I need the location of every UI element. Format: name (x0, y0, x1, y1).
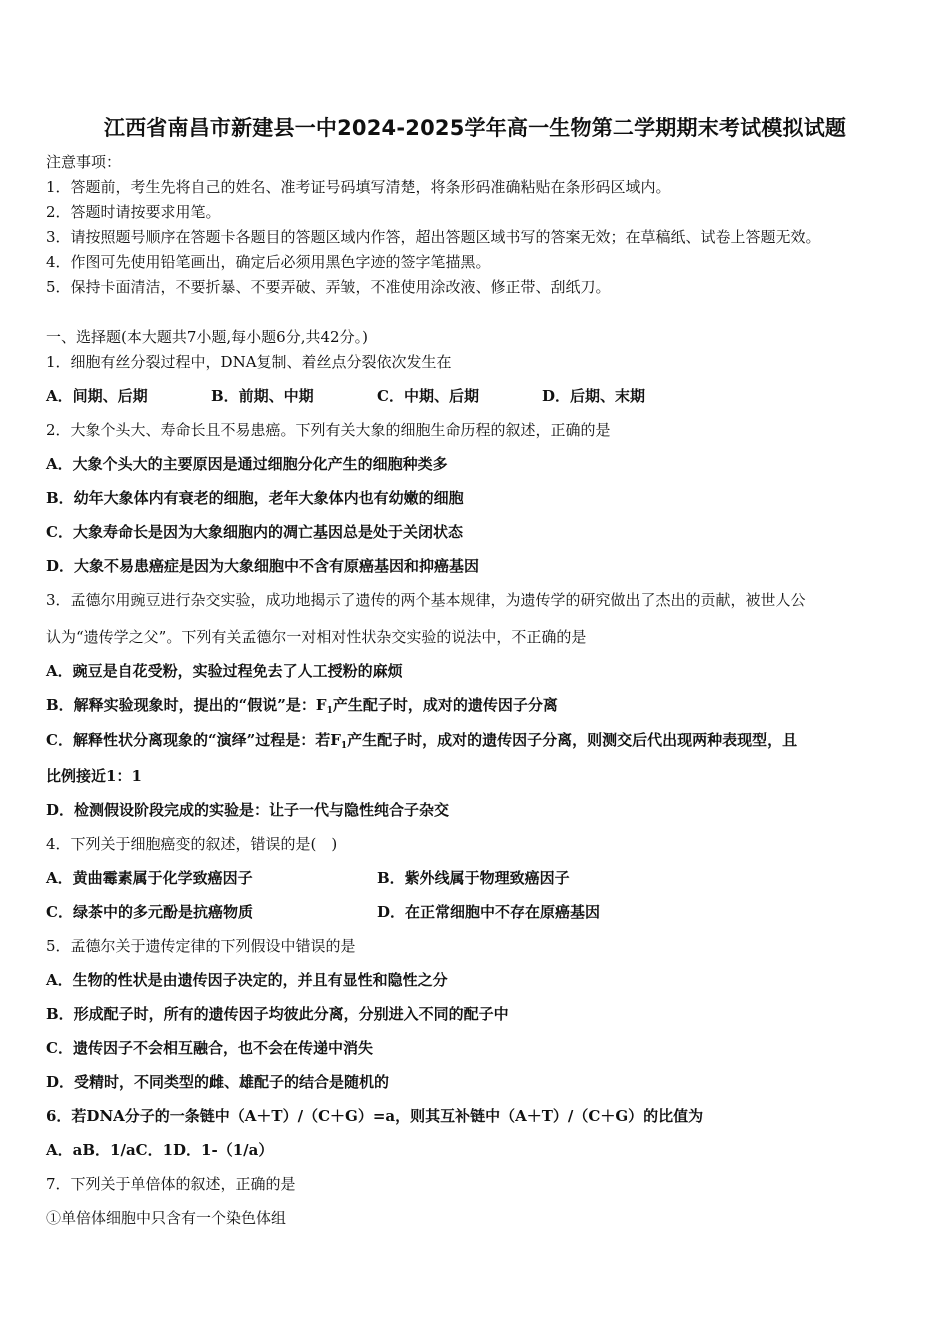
notice-item-3: 3．请按照题号顺序在答题卡各题目的答题区域内作答，超出答题区域书写的答案无效；在草稿纸、试卷上答题无效。 (46, 228, 821, 246)
q3-option-c-continued: 比例接近1：1 (46, 767, 142, 785)
q3-option-c: C．解释性状分离现象的“演绎”过程是：若$F_1$产生配子时，成对的遗传因子分离，则测交后代出现两种表现型，且 (46, 731, 798, 751)
q4-option-c: C．绿茶中的多元酚是抗癌物质 (46, 903, 253, 921)
q1-option-a: A．间期、后期 (46, 387, 148, 405)
notice-item-4: 4．作图可先使用铅笔画出，确定后必须用黑色字迹的签字笔描黑。 (46, 253, 491, 271)
question-7-stem: 7．下列关于单倍体的叙述，正确的是 (46, 1175, 296, 1193)
question-1-options (46, 386, 645, 406)
q2-option-b: B．幼年大象体内有衰老的细胞，老年大象体内也有幼嫩的细胞 (46, 489, 464, 507)
page-title: 江西省南昌市新建县一中2024-2025学年高一生物第二学期期末考试模拟试题 (103, 116, 847, 140)
notice-item-2: 2．答题时请按要求用笔。 (46, 203, 221, 221)
q2-option-c: C．大象寿命长是因为大象细胞内的凋亡基因总是处于关闭状态 (46, 523, 463, 541)
notice-heading: 注意事项： (46, 153, 122, 171)
q5-option-c: C．遗传因子不会相互融合，也不会在传递中消失 (46, 1039, 373, 1057)
q5-option-a: A．生物的性状是由遗传因子决定的，并且有显性和隐性之分 (46, 971, 448, 989)
q4-option-a: A．黄曲霉素属于化学致癌因子 (46, 869, 253, 887)
q1-option-d: D．后期、末期 (542, 387, 646, 405)
question-2-stem: 2．大象个头大、寿命长且不易患癌。下列有关大象的细胞生命历程的叙述，正确的是 (46, 421, 611, 439)
question-4-stem: 4．下列关于细胞癌变的叙述，错误的是( ) (46, 835, 338, 853)
q2-option-a: A．大象个头大的主要原因是通过细胞分化产生的细胞种类多 (46, 455, 448, 473)
q3-option-d: D．检测假设阶段完成的实验是：让子一代与隐性纯合子杂交 (46, 801, 450, 819)
question-3-stem-line-2: 认为“遗传学之父”。下列有关孟德尔一对相对性状杂交实验的说法中，不正确的是 (46, 628, 587, 646)
q2-option-d: D．大象不易患癌症是因为大象细胞中不含有原癌基因和抑癌基因 (46, 557, 480, 575)
q7-item-1: ①单倍体细胞中只含有一个染色体组 (46, 1209, 287, 1227)
q5-option-d: D．受精时，不同类型的雌、雄配子的结合是随机的 (46, 1073, 390, 1091)
q3-option-b: B．解释实验现象时，提出的“假说”是：$F_1$产生配子时，成对的遗传因子分离 (46, 696, 558, 716)
q6-options: A．aB．1/aC．1D．1-（1/a） (46, 1141, 274, 1159)
notice-item-1: 1．答题前，考生先将自己的姓名、准考证号码填写清楚，将条形码准确粘贴在条形码区域内。 (46, 178, 671, 196)
notice-item-5: 5．保持卡面清洁，不要折暴、不要弄破、弄皱，不准使用涂改液、修正带、刮纸刀。 (46, 278, 611, 296)
question-3-stem-line-1: 3．孟德尔用豌豆进行杂交实验，成功地揭示了遗传的两个基本规律，为遗传学的研究做出了杰出的贡献，被世人公 (46, 591, 806, 609)
question-1-stem: 1．细胞有丝分裂过程中，DNA复制、着丝点分裂依次发生在 (46, 353, 452, 371)
q1-option-c: C．中期、后期 (377, 387, 479, 405)
q4-option-b: B．紫外线属于物理致癌因子 (377, 869, 570, 887)
q5-option-b: B．形成配子时，所有的遗传因子均彼此分离，分别进入不同的配子中 (46, 1005, 509, 1023)
q4-option-d: D．在正常细胞中不存在原癌基因 (377, 903, 601, 921)
section-heading: 一、选择题(本大题共7小题,每小题6分,共42分。) (46, 328, 368, 346)
question-5-stem: 5．孟德尔关于遗传定律的下列假设中错误的是 (46, 937, 356, 955)
q3-option-a: A．豌豆是自花受粉，实验过程免去了人工授粉的麻烦 (46, 662, 403, 680)
q4-options-row-2 (46, 902, 600, 922)
q4-options-row-1 (46, 868, 570, 888)
question-6-stem: 6．若DNA分子的一条链中（A＋T）/（C＋G）=a，则其互补链中（A＋T）/（C＋G）的比值为 (46, 1107, 704, 1125)
q1-option-b: B．前期、中期 (211, 387, 314, 405)
